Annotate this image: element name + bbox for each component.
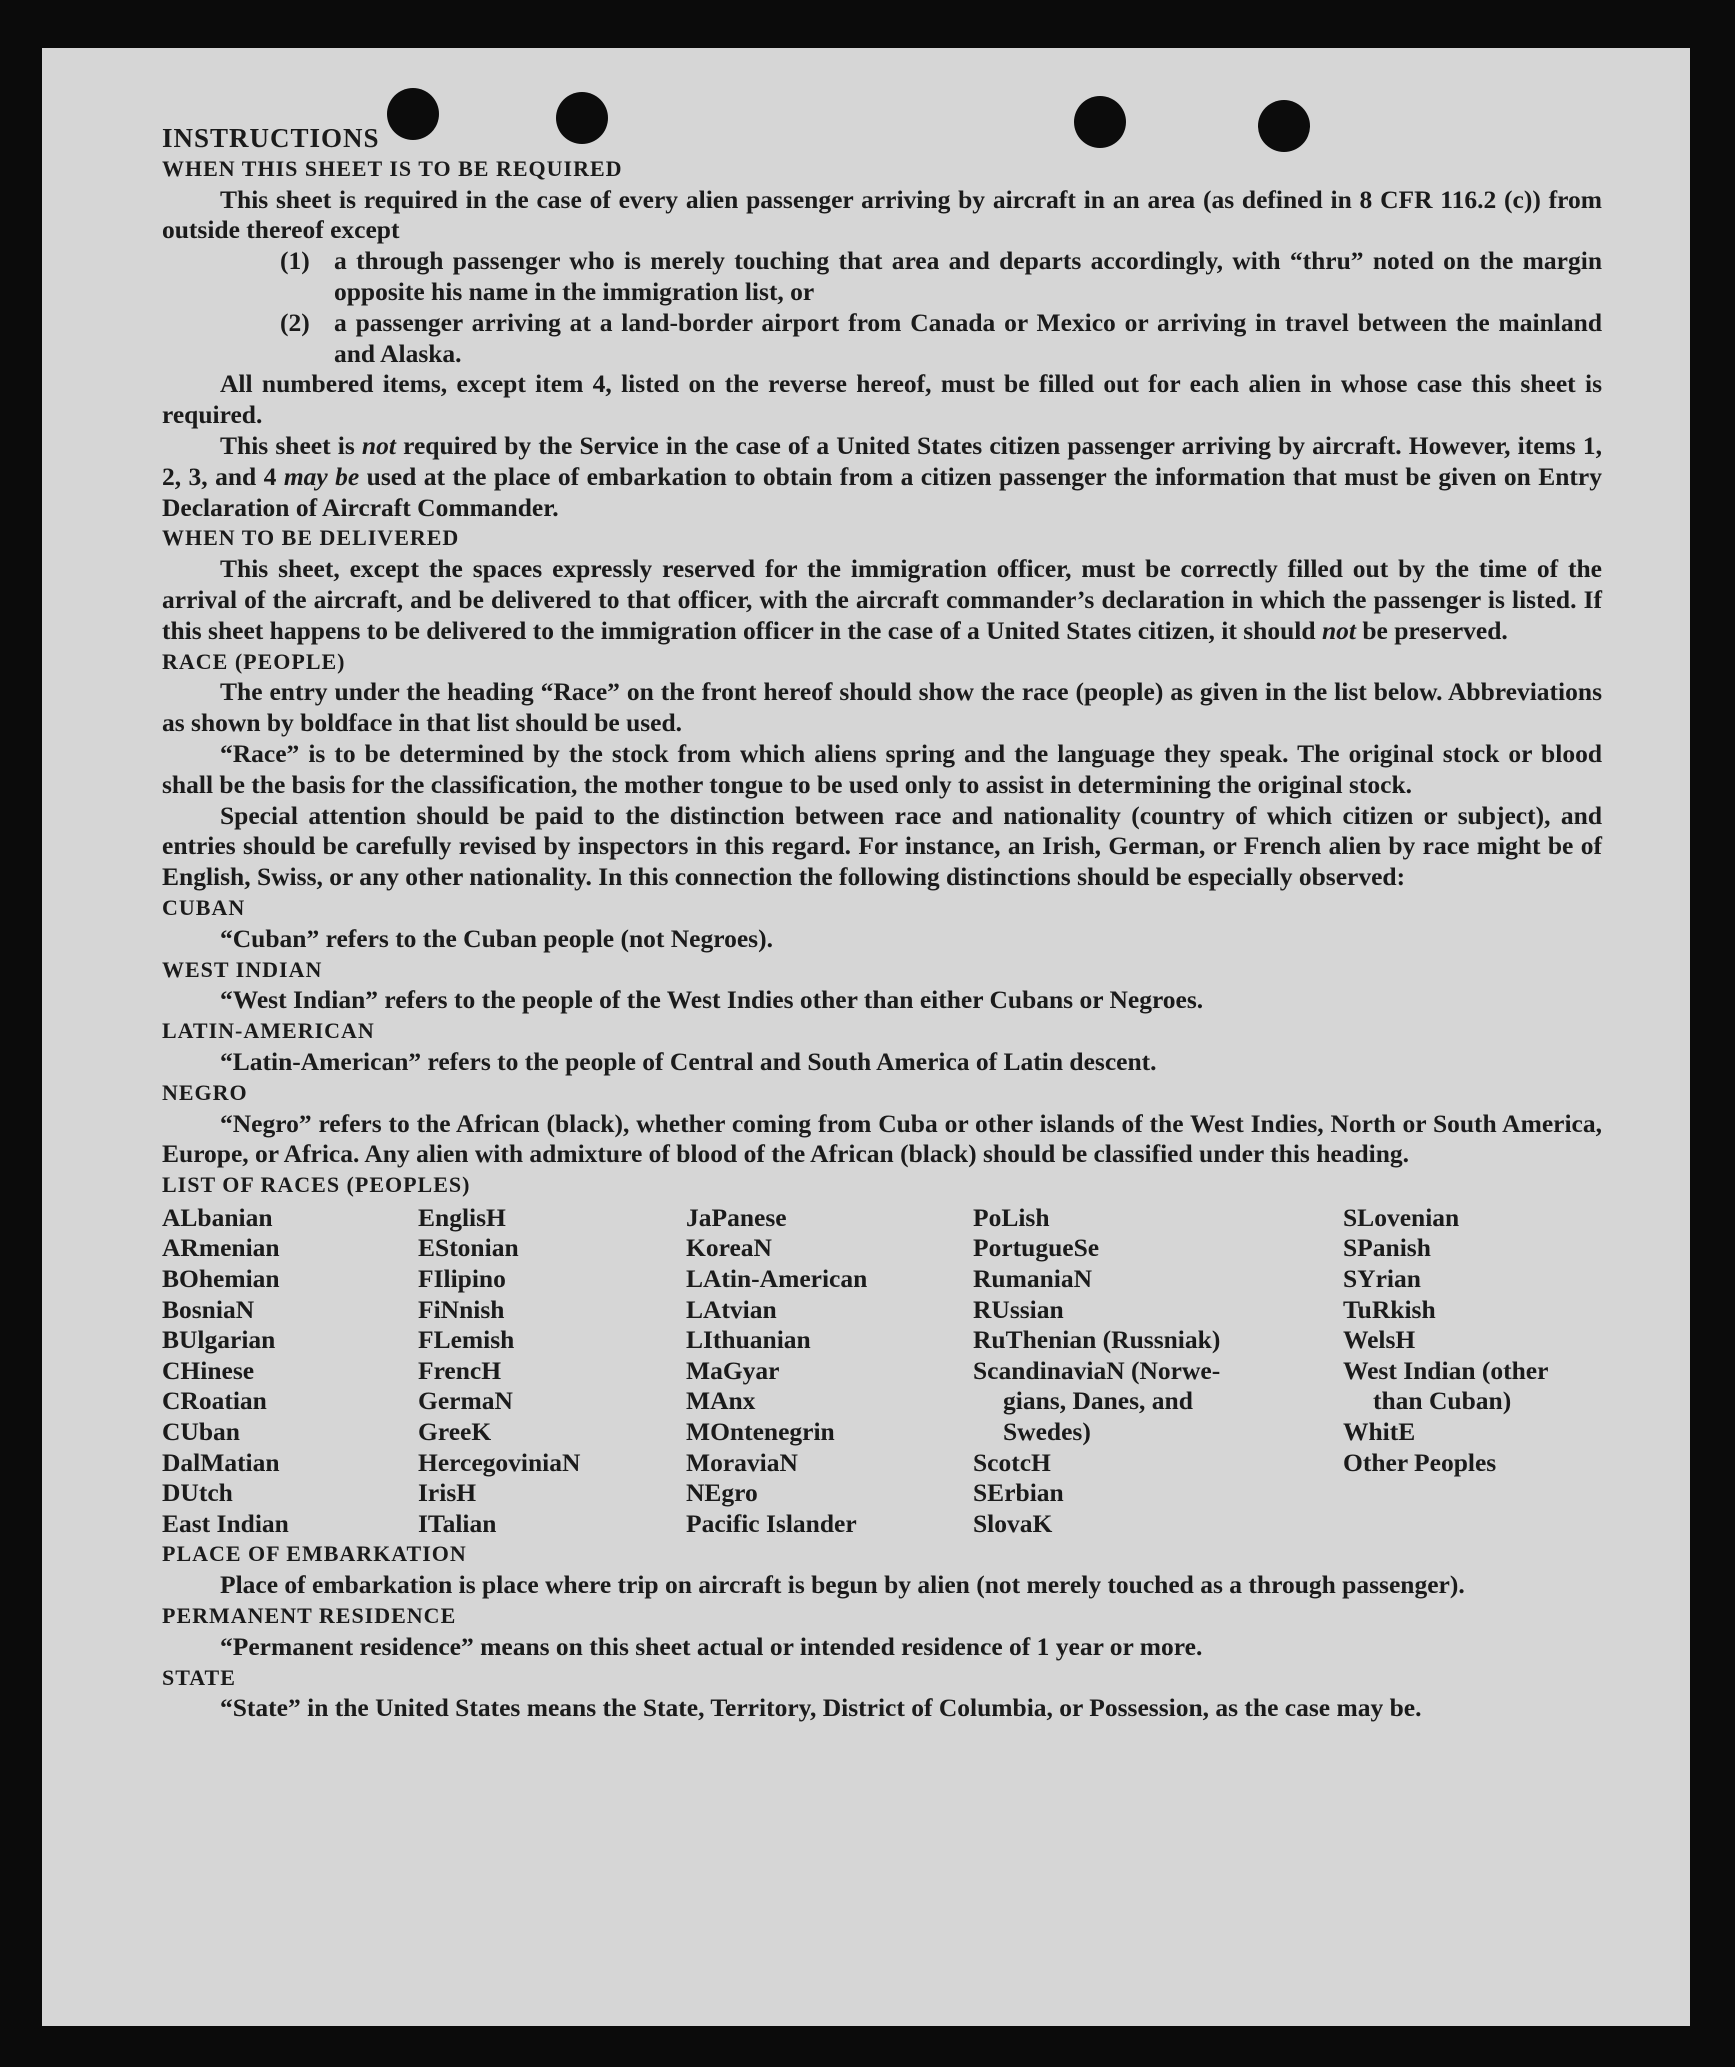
text-run: used at the place of embarkation to obtain from a citizen passenger the information that must be given on Entry Declaration of Aircraft Commander. [162,461,1602,522]
race-item: FiNnish [418,1294,505,1324]
race-item: FIlipino [418,1264,506,1294]
race-item: ALbanian [162,1202,273,1232]
race-item: MaGyar [686,1355,780,1385]
race-item: BOhemian [162,1264,280,1294]
race-column [686,1203,973,1540]
race-item: East Indian [162,1508,289,1538]
paragraph: “Latin-American” refers to the people of Central and South America of Latin descent. [220,1046,1157,1076]
race-item: NEgro [686,1478,758,1508]
paragraph: All numbered items, except item 4, listed on the reverse hereof, must be filled out for each alien in whose case this sheet is required. [162,369,1602,430]
item-text: a through passenger who is merely touching that area and departs accordingly, with “thru” noted on the margin opposite his name in the immigration list, or [334,246,1602,306]
race-column [162,1203,418,1540]
text-run-italic: may be [283,461,360,491]
race-item: RUssian [973,1294,1064,1324]
list-item [162,246,1602,308]
section-heading: PLACE OF EMBARKATION [162,1541,467,1567]
race-item: Other Peoples [1343,1447,1497,1477]
item-number: (2) [280,307,310,337]
race-item: ARmenian [162,1233,280,1263]
paragraph: “Negro” refers to the African (black), whether coming from Cuba or other islands of the West Indies, North or South America, Europe, or Africa. Any alien with admixture of blood of the African (black) should be classified under this heading. [162,1108,1602,1169]
race-item: DalMatian [162,1447,280,1477]
paragraph: Special attention should be paid to the distinction between race and nationality (country of which citizen or subject), and entries should be carefully revised by inspectors in this regard. For instance, an Irish, German, or French alien by race might be of English, Swiss, or any other nationality. In this connection the following distinctions should be especially observed: [162,800,1602,892]
race-item: RuThenian (Russniak) [973,1325,1221,1355]
race-item: LIthuanian [686,1325,811,1355]
race-item: CUban [162,1417,240,1447]
page-title: INSTRUCTIONS [162,123,380,153]
race-item: KoreaN [686,1233,772,1263]
section-heading: WHEN TO BE DELIVERED [162,525,460,551]
race-item-continuation: than Cuban) [1373,1386,1512,1416]
race-item: West Indian (other [1343,1355,1549,1385]
race-item: JaPanese [686,1202,787,1232]
race-item: WelsH [1343,1325,1416,1355]
section-heading: LATIN-AMERICAN [162,1018,375,1044]
race-item: CHinese [162,1355,255,1385]
race-item: BUlgarian [162,1325,276,1355]
text-run: required by the Service in the case of a United States citizen passenger arriving by aircraft. However, items 1, 2, 3, and 4 [162,430,1602,491]
race-item-continuation: Swedes) [1003,1417,1091,1447]
item-text: a passenger arriving at a land-border airport from Canada or Mexico or arriving in travel between the mainland and Alaska. [334,307,1602,368]
race-item: MoraviaN [686,1447,798,1477]
section-heading: NEGRO [162,1079,248,1105]
race-item: FLemish [418,1325,515,1355]
race-item: SErbian [973,1478,1064,1508]
race-item: SlovaK [973,1508,1053,1538]
race-item: GermaN [418,1386,513,1416]
paragraph: “Race” is to be determined by the stock from which aliens spring and the language they speak. The original stock or blood shall be the basis for the classification, the mother tongue to be used only to assist in determining the original stock. [162,738,1602,799]
race-item: FrencH [418,1355,502,1385]
race-item: PortugueSe [973,1233,1100,1263]
race-item: IrisH [418,1478,477,1508]
text-run-italic: not [1321,615,1356,645]
race-item: SPanish [1343,1233,1431,1263]
text-run: This sheet, except the spaces expressly reserved for the immigration officer, must be correctly filled out by the time of the arrival of the aircraft, and be delivered to that officer, with the aircraft commander’s declaration in which the passenger is listed. If this sheet happens to be delivered to the immigration officer in the case of a United States citizen, it should [162,554,1602,645]
race-item: WhitE [1343,1417,1416,1447]
paragraph: “Permanent residence” means on this sheet actual or intended residence of 1 year or more. [220,1631,1203,1661]
race-item: SLovenian [1343,1202,1460,1232]
section-heading: CUBAN [162,894,246,920]
text-run-italic: not [361,430,396,460]
race-item: TuRkish [1343,1294,1436,1324]
paragraph: Place of embarkation is place where trip on aircraft is begun by alien (not merely touched as a through passenger). [220,1570,1465,1600]
paragraph: This sheet is required in the case of every alien passenger arriving by aircraft in an area (as defined in 8 CFR 116.2 (c)) from outside thereof except [162,184,1602,245]
race-column [418,1203,686,1540]
text-run: This sheet is [220,430,362,460]
list-item [162,308,1602,370]
document-sheet [42,48,1690,2026]
race-item: Pacific Islander [686,1508,857,1538]
race-item: EStonian [418,1233,519,1263]
section-heading: PERMANENT RESIDENCE [162,1603,457,1629]
item-number: (1) [280,246,310,276]
race-item: EnglisH [418,1202,506,1232]
race-item: LAtin-American [686,1264,868,1294]
race-item: SYrian [1343,1264,1421,1294]
race-item: DUtch [162,1478,233,1508]
section-heading: WEST INDIAN [162,956,323,982]
paragraph [162,431,1602,523]
race-item: ScotcH [973,1447,1051,1477]
race-column [1343,1203,1602,1540]
race-item: MOntenegrin [686,1417,835,1447]
paragraph: The entry under the heading “Race” on the front hereof should show the race (people) as given in the list below. Abbreviations as shown by boldface in that list should be used. [162,677,1602,738]
race-item: LAtvian [686,1294,777,1324]
race-item: MAnx [686,1386,756,1416]
race-item: PoLish [973,1202,1050,1232]
race-item: GreeK [418,1417,492,1447]
race-item-continuation: gians, Danes, and [1003,1386,1193,1416]
section-heading: LIST OF RACES (PEOPLES) [162,1172,471,1198]
race-item: RumaniaN [973,1264,1093,1294]
race-item: BosniaN [162,1294,255,1324]
race-column [973,1203,1343,1540]
race-list [162,1203,1602,1540]
paragraph [162,554,1602,646]
paragraph: “State” in the United States means the State, Territory, District of Columbia, or Possession, as the case may be. [220,1693,1422,1723]
instructions-content [162,123,1602,1724]
race-item: ScandinaviaN (Norwe- [973,1355,1221,1385]
text-run: be preserved. [1355,615,1508,645]
section-heading: RACE (PEOPLE) [162,648,346,674]
race-item: CRoatian [162,1386,267,1416]
paragraph: “West Indian” refers to the people of the West Indies other than either Cubans or Negroes. [220,985,1204,1015]
paragraph: “Cuban” refers to the Cuban people (not Negroes). [220,923,773,953]
section-heading: WHEN THIS SHEET IS TO BE REQUIRED [162,155,623,181]
section-heading: STATE [162,1664,236,1690]
race-item: HercegoviniaN [418,1447,581,1477]
race-item: ITalian [418,1508,497,1538]
